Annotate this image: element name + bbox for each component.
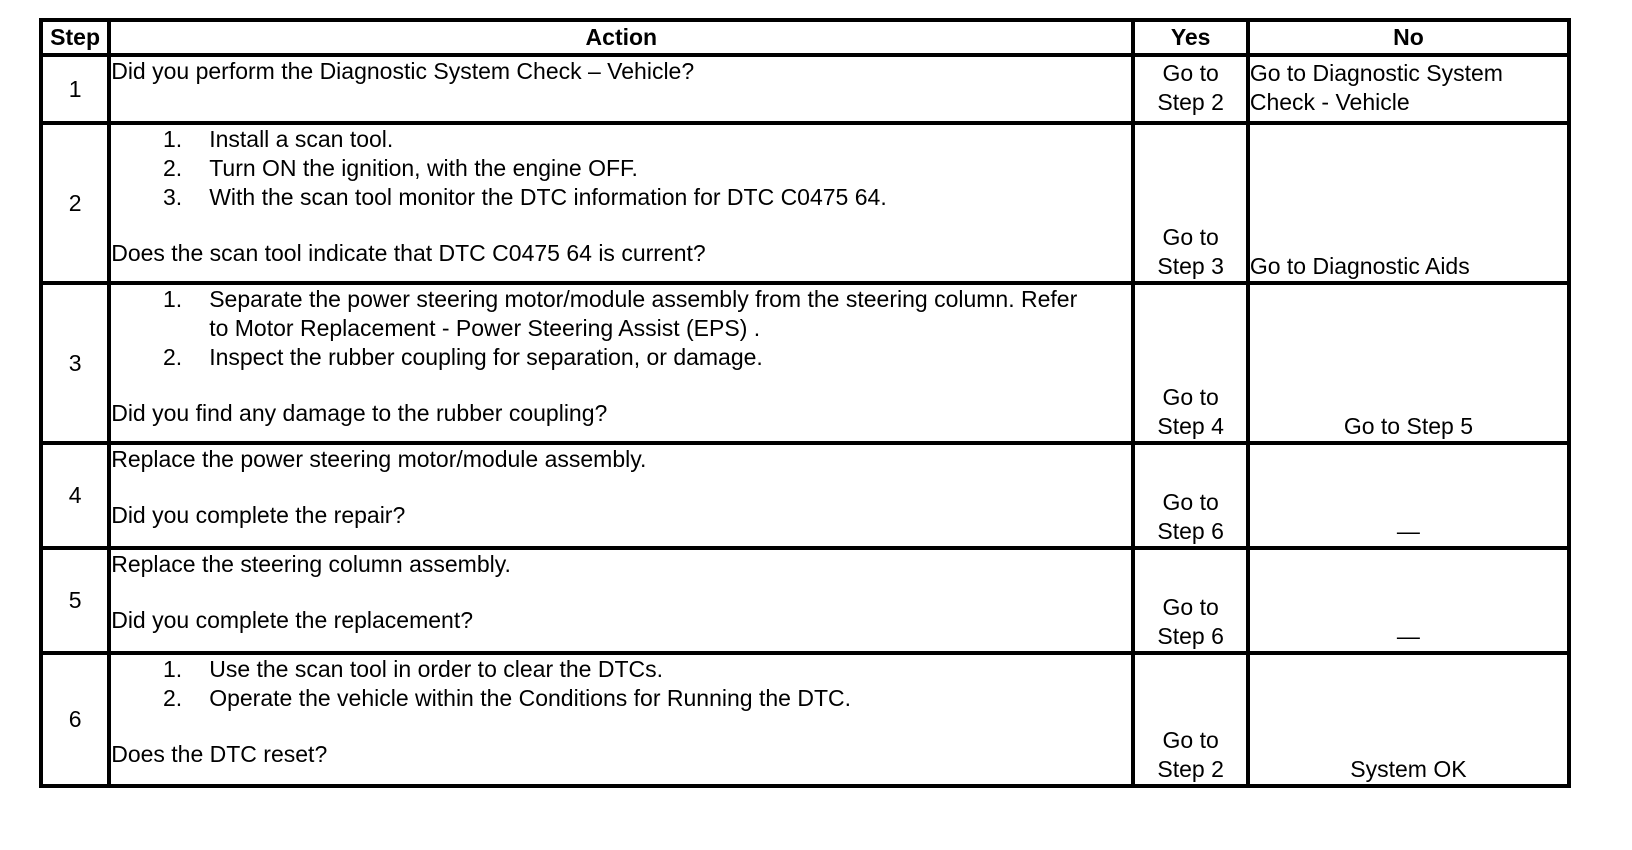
no-text: Go to Step 5	[1343, 413, 1473, 439]
action-steps	[111, 285, 1131, 372]
no-cell	[1248, 283, 1569, 443]
item-number: 2.	[163, 685, 183, 711]
list-item	[111, 655, 1131, 684]
header-row	[41, 20, 1569, 55]
yes-cell	[1133, 123, 1247, 283]
no-text: Go to Diagnostic Aids	[1249, 253, 1470, 279]
action-cell	[109, 443, 1133, 548]
item-text: Inspect the rubber coupling for separation, or damage.	[209, 344, 763, 370]
item-text: Operate the vehicle within the Conditions for Running the DTC.	[209, 685, 851, 711]
item-number: 2.	[163, 155, 183, 181]
step-number: 3	[41, 283, 109, 443]
action-cell	[109, 123, 1133, 283]
item-number: 1.	[163, 286, 183, 312]
action-steps	[111, 655, 1131, 713]
list-item	[111, 343, 1131, 372]
no-text: Go to Diagnostic System Check - Vehicle	[1249, 60, 1503, 115]
item-number: 3.	[163, 184, 183, 210]
action-question: Did you perform the Diagnostic System Check – Vehicle?	[111, 58, 695, 84]
action-text: Replace the power steering motor/module assembly.	[111, 446, 647, 472]
yes-cell	[1133, 548, 1247, 653]
no-text: —	[1396, 518, 1420, 544]
action-question: Did you complete the repair?	[111, 502, 406, 528]
yes-cell	[1133, 55, 1247, 123]
item-number: 1.	[163, 126, 183, 152]
table-row	[41, 123, 1569, 283]
item-text: Separate the power steering motor/module assembly from the steering column. Refer to Motor Replacement - Power Steering Assist (EPS) .	[209, 286, 1078, 341]
no-cell	[1248, 443, 1569, 548]
item-text: Use the scan tool in order to clear the DTCs.	[209, 656, 664, 682]
no-cell	[1248, 548, 1569, 653]
step-number: 1	[41, 55, 109, 123]
no-cell	[1248, 123, 1569, 283]
yes-cell	[1133, 283, 1247, 443]
item-text: Install a scan tool.	[209, 126, 394, 152]
item-number: 2.	[163, 344, 183, 370]
no-cell	[1248, 653, 1569, 786]
table-row	[41, 283, 1569, 443]
action-cell	[109, 548, 1133, 653]
action-text: Replace the steering column assembly.	[111, 551, 511, 577]
action-question: Does the DTC reset?	[111, 741, 328, 767]
header-step: Step	[41, 20, 109, 55]
no-text: System OK	[1350, 756, 1467, 782]
action-question: Does the scan tool indicate that DTC C0475 64 is current?	[111, 240, 706, 266]
yes-text: Go to Step 3	[1157, 224, 1224, 279]
step-number: 5	[41, 548, 109, 653]
yes-text: Go to Step 2	[1157, 60, 1224, 115]
step-number: 6	[41, 653, 109, 786]
step-number: 2	[41, 123, 109, 283]
table-row	[41, 653, 1569, 786]
action-cell	[109, 55, 1133, 123]
action-steps	[111, 125, 1131, 212]
action-cell	[109, 653, 1133, 786]
diagnostic-table	[39, 18, 1571, 788]
table-row	[41, 443, 1569, 548]
header-action: Action	[109, 20, 1133, 55]
header-yes: Yes	[1133, 20, 1247, 55]
list-item	[111, 285, 1131, 343]
item-number: 1.	[163, 656, 183, 682]
header-no: No	[1248, 20, 1569, 55]
yes-cell	[1133, 653, 1247, 786]
no-cell	[1248, 55, 1569, 123]
action-cell	[109, 283, 1133, 443]
no-text: —	[1396, 623, 1420, 649]
action-question: Did you find any damage to the rubber coupling?	[111, 400, 608, 426]
list-item	[111, 684, 1131, 713]
item-text: Turn ON the ignition, with the engine OFF.	[209, 155, 638, 181]
yes-text: Go to Step 6	[1157, 489, 1224, 544]
yes-text: Go to Step 6	[1157, 594, 1224, 649]
table-row	[41, 548, 1569, 653]
list-item	[111, 154, 1131, 183]
item-text: With the scan tool monitor the DTC information for DTC C0475 64.	[209, 184, 887, 210]
table-row	[41, 55, 1569, 123]
list-item	[111, 125, 1131, 154]
action-question: Did you complete the replacement?	[111, 607, 474, 633]
yes-text: Go to Step 4	[1157, 384, 1224, 439]
yes-text: Go to Step 2	[1157, 727, 1224, 782]
step-number: 4	[41, 443, 109, 548]
list-item	[111, 183, 1131, 212]
yes-cell	[1133, 443, 1247, 548]
